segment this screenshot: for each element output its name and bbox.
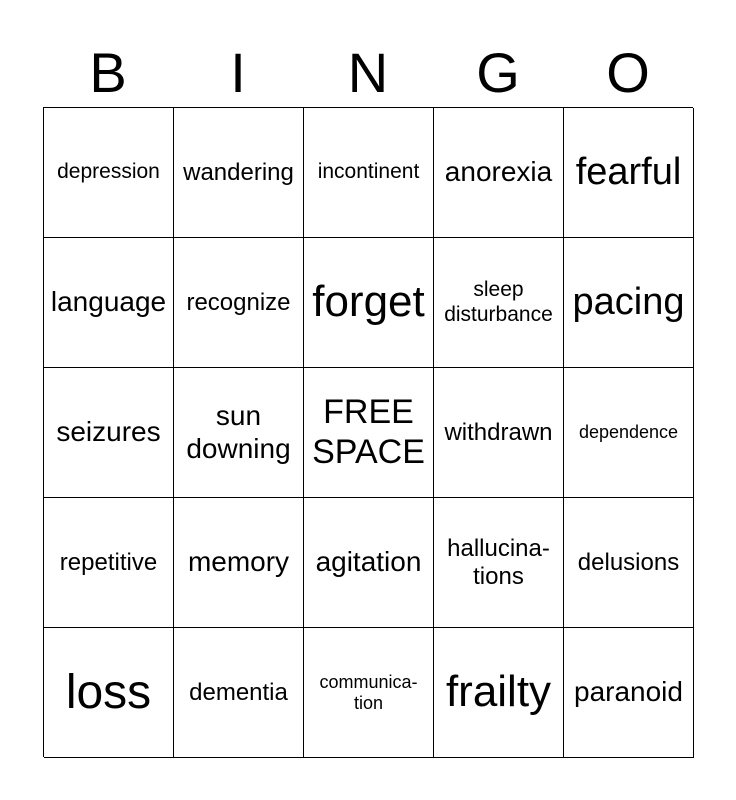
header-letter-i: I [230, 41, 246, 104]
bingo-cell[interactable]: sleep disturbance [434, 238, 564, 368]
bingo-cell[interactable]: communica- tion [304, 628, 434, 758]
bingo-cell[interactable]: recognize [174, 238, 304, 368]
bingo-cell[interactable]: frailty [434, 628, 564, 758]
bingo-cell[interactable]: withdrawn [434, 368, 564, 498]
bingo-cell[interactable]: incontinent [304, 108, 434, 238]
bingo-cell[interactable]: anorexia [434, 108, 564, 238]
bingo-cell[interactable]: agitation [304, 498, 434, 628]
bingo-cell[interactable]: dementia [174, 628, 304, 758]
bingo-cell[interactable]: loss [44, 628, 174, 758]
bingo-cell[interactable]: depression [44, 108, 174, 238]
bingo-cell[interactable]: repetitive [44, 498, 174, 628]
header-letter-b: B [89, 41, 127, 104]
bingo-header [43, 40, 693, 106]
free-space-cell[interactable]: FREE SPACE [304, 368, 434, 498]
bingo-cell[interactable]: fearful [564, 108, 694, 238]
bingo-cell[interactable]: seizures [44, 368, 174, 498]
bingo-cell[interactable]: pacing [564, 238, 694, 368]
header-letter-g: G [476, 41, 520, 104]
bingo-cell[interactable]: delusions [564, 498, 694, 628]
bingo-cell[interactable]: sun downing [174, 368, 304, 498]
bingo-cell[interactable]: hallucina- tions [434, 498, 564, 628]
bingo-cell[interactable]: paranoid [564, 628, 694, 758]
bingo-cell[interactable]: forget [304, 238, 434, 368]
bingo-cell[interactable]: dependence [564, 368, 694, 498]
bingo-cell[interactable]: wandering [174, 108, 304, 238]
bingo-cell[interactable]: language [44, 238, 174, 368]
header-letter-n: N [347, 41, 389, 104]
header-letter-o: O [606, 41, 650, 104]
bingo-board [43, 107, 693, 757]
bingo-cell[interactable]: memory [174, 498, 304, 628]
